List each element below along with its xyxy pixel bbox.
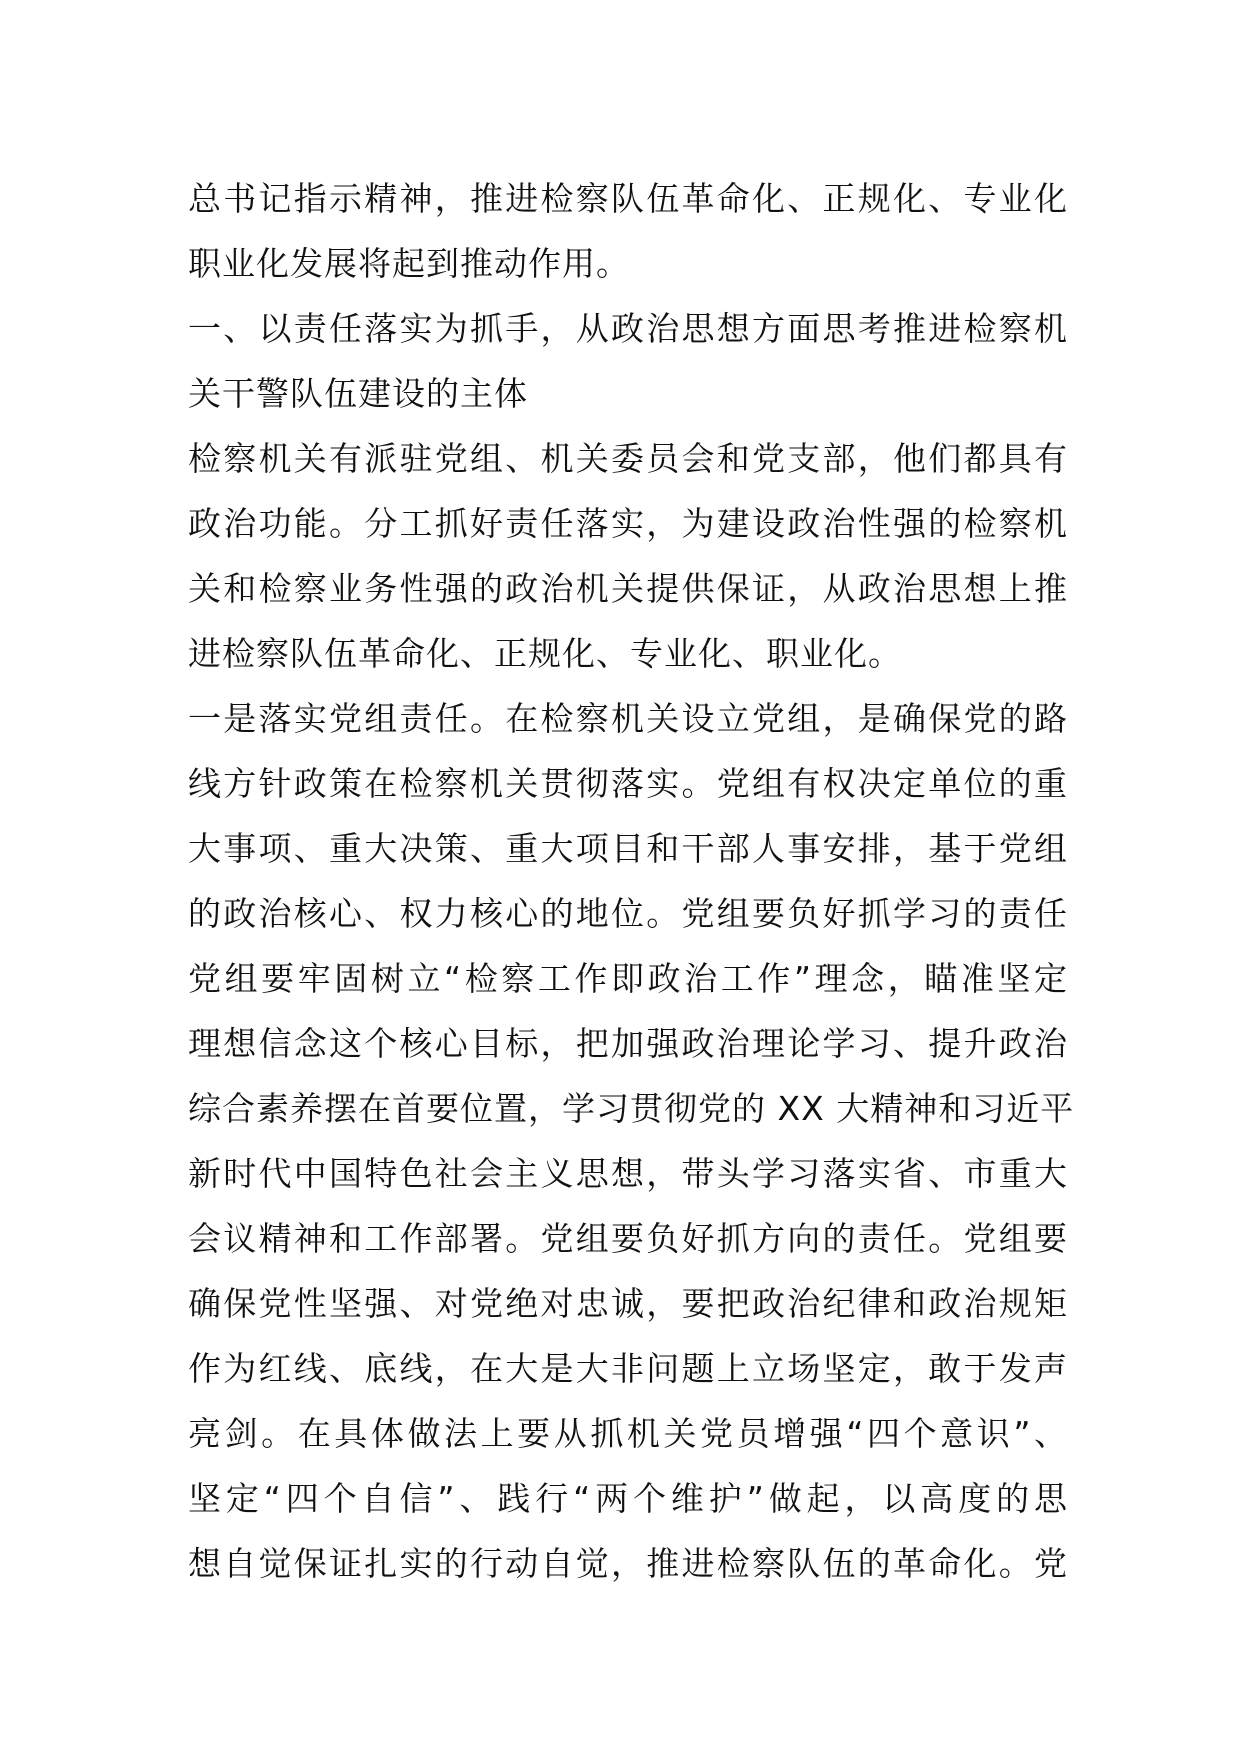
text-line: 政治功能。分工抓好责任落实，为建设政治性强的检察机 xyxy=(188,504,1068,543)
text-line: 总书记指示精神，推进检察队伍革命化、正规化、专业化 xyxy=(188,179,1068,218)
text-line: 的政治核心、权力核心的地位。党组要负好抓学习的责任 xyxy=(188,894,1068,933)
text-line: 作为红线、底线，在大是大非问题上立场坚定，敢于发声 xyxy=(188,1349,1068,1388)
section-heading-line: 一、以责任落实为抓手，从政治思想方面思考推进检察机 xyxy=(188,309,1068,348)
text-line: 想自觉保证扎实的行动自觉，推进检察队伍的革命化。党 xyxy=(188,1544,1068,1583)
text-line: 亮剑。在具体做法上要从抓机关党员增强“四个意识”、 xyxy=(188,1414,1068,1453)
text-line: 党组要牢固树立“检察工作即政治工作”理念，瞄准坚定 xyxy=(188,959,1068,998)
text-line: 线方针政策在检察机关贯彻落实。党组有权决定单位的重 xyxy=(188,764,1068,803)
text-line: 关和检察业务性强的政治机关提供保证，从政治思想上推 xyxy=(188,569,1068,608)
text-line: 检察机关有派驻党组、机关委员会和党支部，他们都具有 xyxy=(188,439,1068,478)
text-line: 坚定“四个自信”、践行“两个维护”做起，以高度的思 xyxy=(188,1479,1068,1518)
section-heading-line: 关干警队伍建设的主体 xyxy=(188,374,528,413)
text-line: 大事项、重大决策、重大项目和干部人事安排，基于党组 xyxy=(188,829,1068,868)
text-line: 会议精神和工作部署。党组要负好抓方向的责任。党组要 xyxy=(188,1219,1068,1258)
text-line: 综合素养摆在首要位置，学习贯彻党的 XX 大精神和习近平 xyxy=(188,1089,1075,1128)
text-line: 新时代中国特色社会主义思想，带头学习落实省、市重大 xyxy=(188,1154,1068,1193)
text-line: 职业化发展将起到推动作用。 xyxy=(188,244,630,283)
text-line: 确保党性坚强、对党绝对忠诚，要把政治纪律和政治规矩 xyxy=(188,1284,1068,1323)
document-body xyxy=(188,166,1075,1596)
text-line: 理想信念这个核心目标，把加强政治理论学习、提升政治 xyxy=(188,1024,1068,1063)
text-line: 进检察队伍革命化、正规化、专业化、职业化。 xyxy=(188,634,902,673)
text-line: 一是落实党组责任。在检察机关设立党组，是确保党的路 xyxy=(188,699,1068,738)
